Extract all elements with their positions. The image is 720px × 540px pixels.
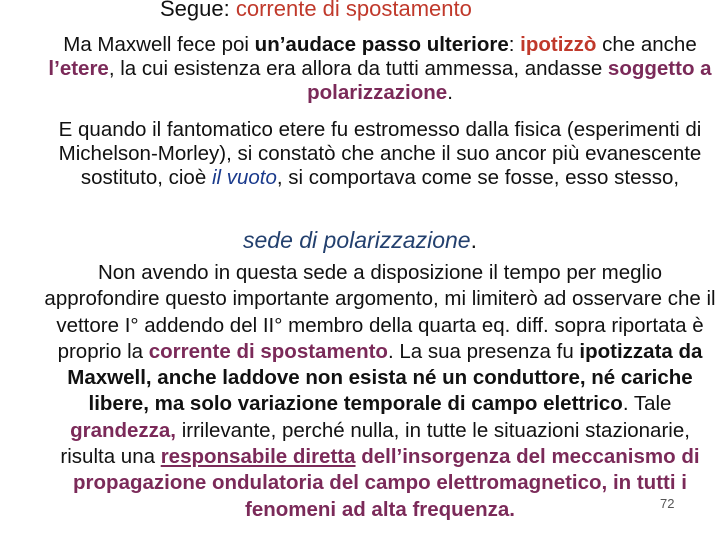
text-run: E quando il fantomatico etere fu estromesso dalla fisica (esperimenti di Michelson-Morley), si constatò che anche il suo ancor più evanescente sostituto, cioè [58,118,702,190]
text-run: . La sua presenza fu [387,339,580,363]
text-run: Ma Maxwell fece poi [63,33,255,56]
highlight-run: ipotizzò [520,33,597,56]
highlight-run: il vuoto [211,166,277,190]
page-number: 72 [660,496,675,511]
text-run: : [508,33,521,56]
text-run: irrilevante, perché nulla, in tutte le situazioni stazionarie, risulta una [60,418,690,469]
text-run: . [447,81,453,105]
slide-title [160,0,472,23]
emphasis-line [0,226,720,254]
bold-run: un’audace passo ulteriore [254,33,509,56]
text-run: , si comportava come se fosse, esso stesso, [276,166,680,190]
paragraph-maxwell [40,33,720,106]
text-run: . Tale [622,392,672,416]
highlight-run: l’etere [48,57,109,81]
paragraph-etere [40,118,720,191]
highlight-run: dell’insorgenza del meccanismo di propagazione ondulatoria del campo elettromagnetico, in tutti i fenomeni ad alta frequenza. [73,445,700,521]
text-run: , la cui esistenza era allora da tutti ammessa, andasse [108,57,608,81]
text-run: che anche [596,33,697,56]
highlight-run: responsabile diretta [160,445,356,469]
highlight-run: grandezza, [70,418,177,442]
highlight-run: corrente di spostamento [148,339,388,363]
emphasis-tail: . [470,227,477,253]
bold-run: ipotizzata da Maxwell, anche laddove non esista né un conduttore, né cariche libere, ma solo variazione temporale di campo elettrico [67,339,703,416]
title-prefix: Segue: [160,0,236,21]
title-highlight: corrente di spostamento [235,0,472,21]
text-run: Non avendo in questa sede a disposizione il tempo per meglio approfondire questo importante argomento, mi limiterò ad osservare che il vettore I° addendo del II° membro della quarta eq. diff. sopra riportata è proprio la [44,261,716,363]
paragraph-corrente [42,260,718,523]
emphasis-text: sede di polarizzazione [243,227,471,253]
highlight-run: soggetto a polarizzazione [307,57,712,105]
